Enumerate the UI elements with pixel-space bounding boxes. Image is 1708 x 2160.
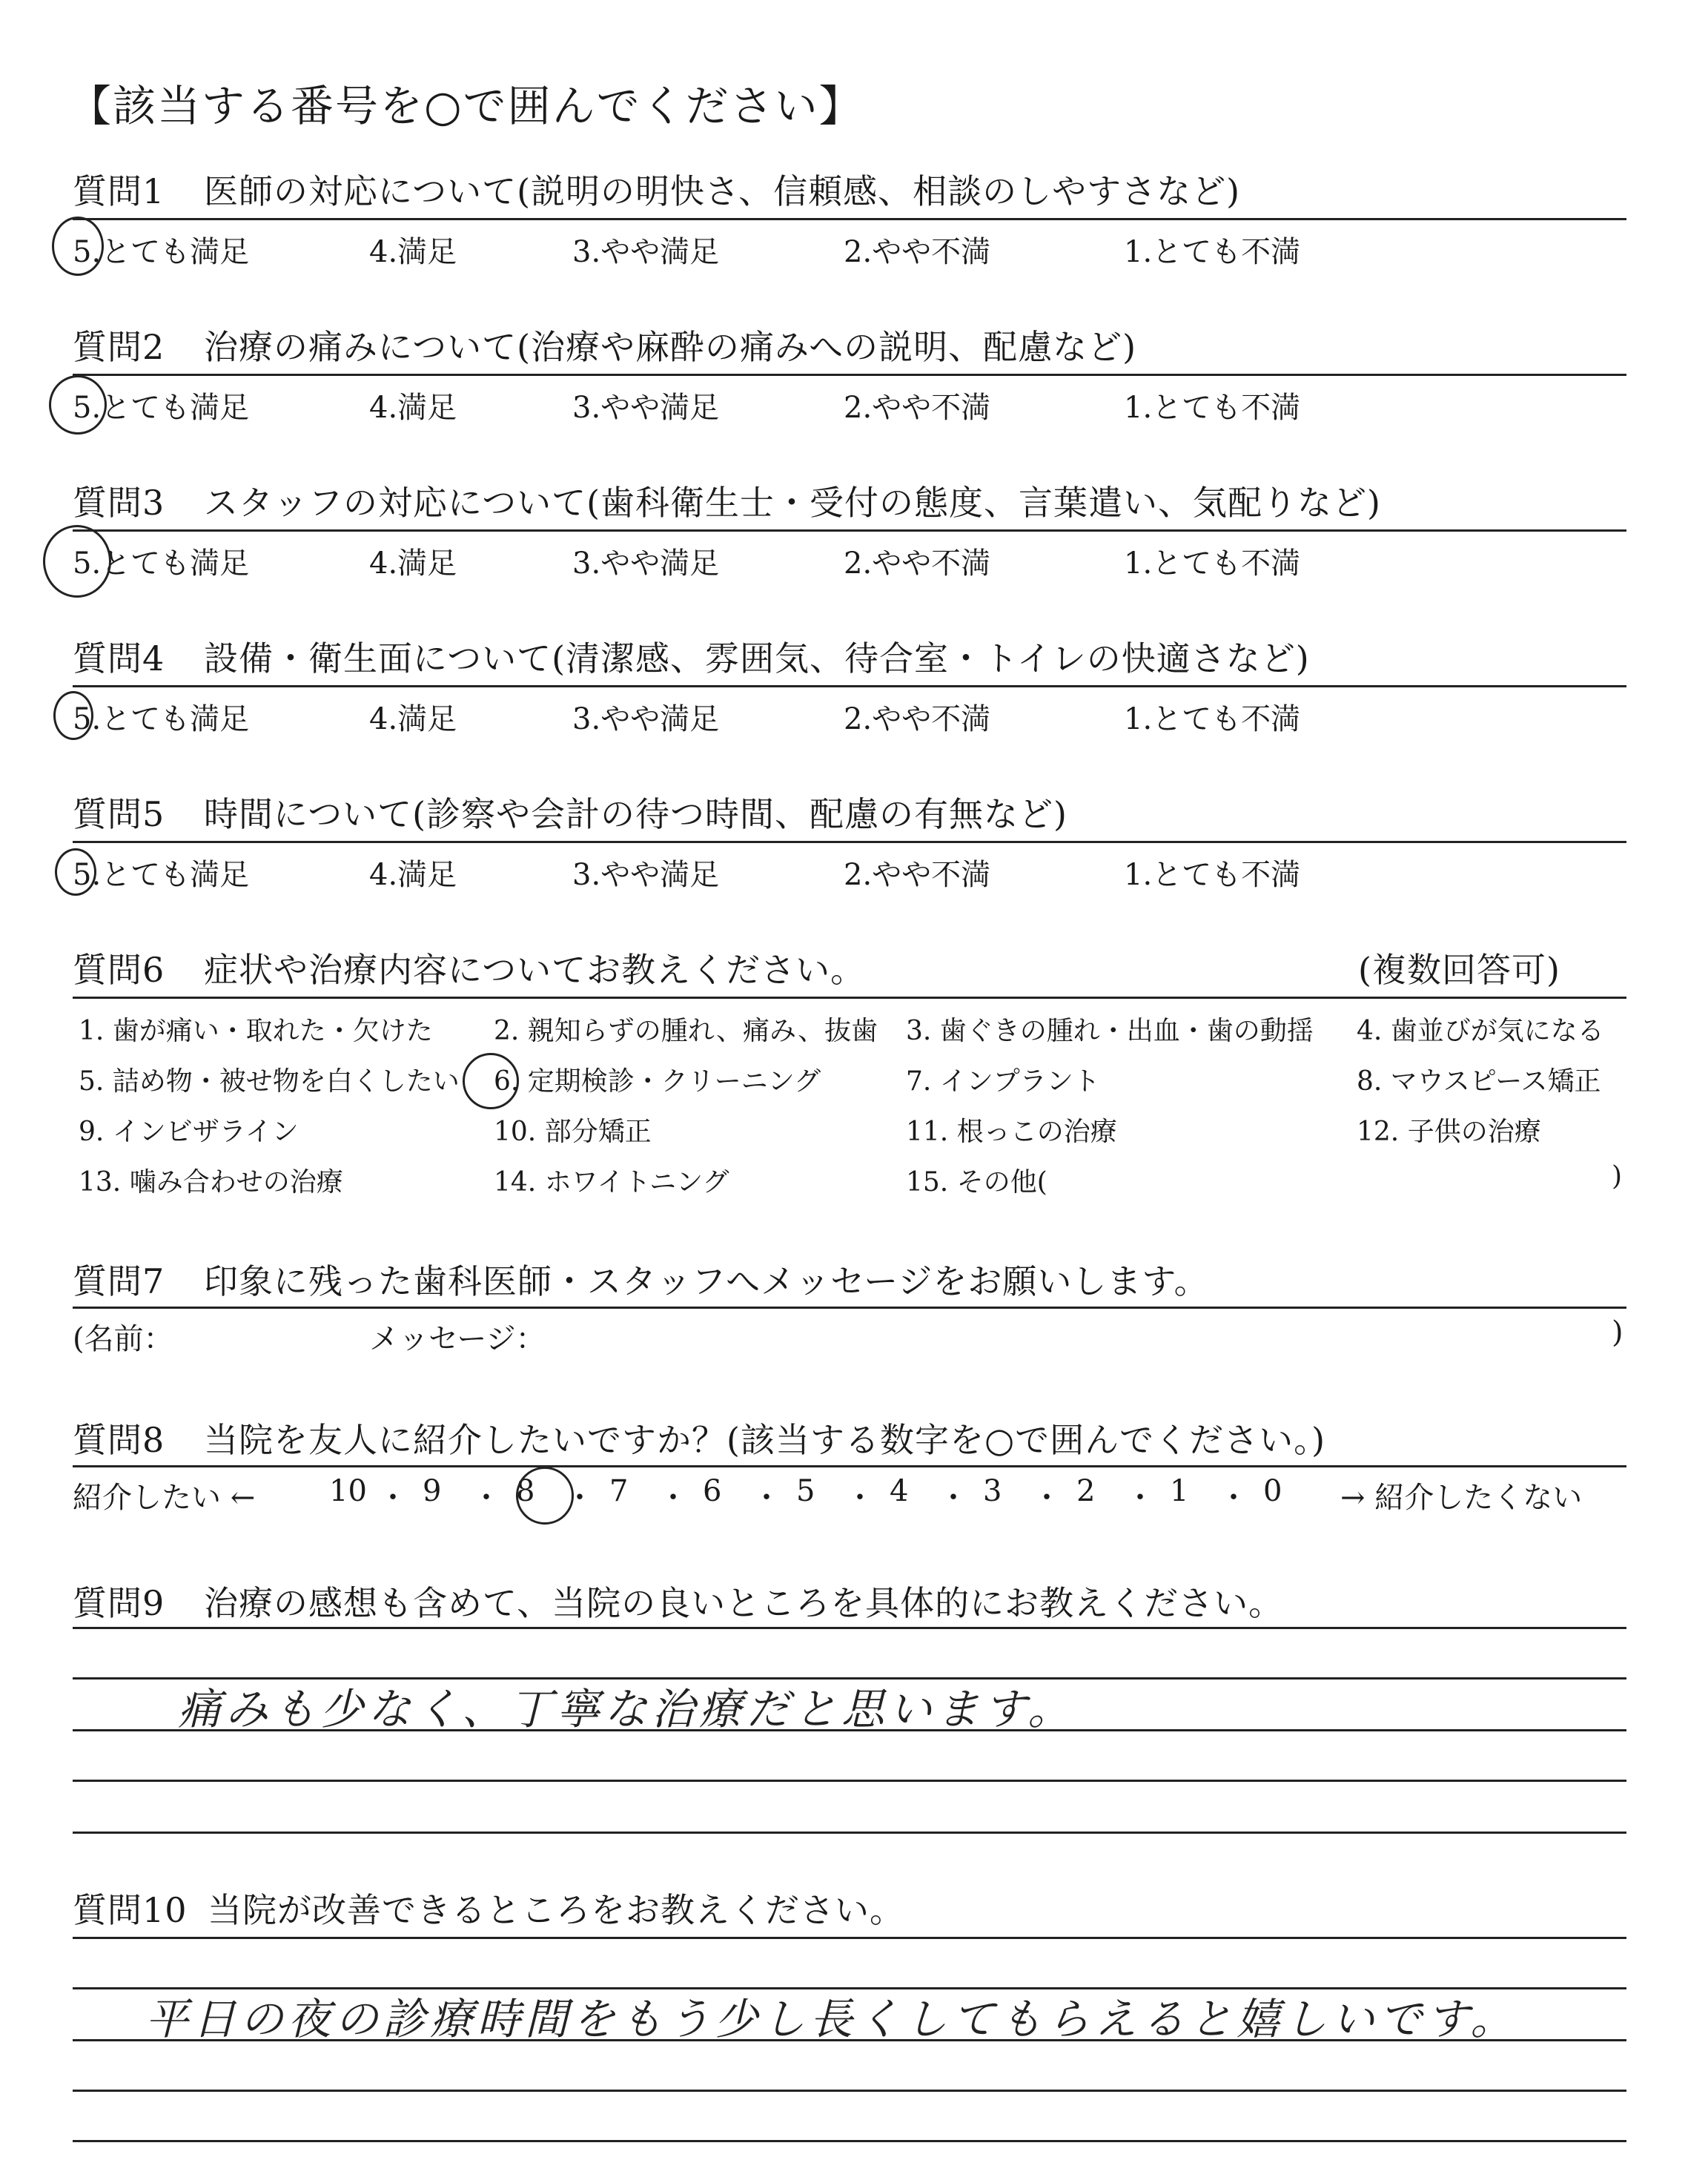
q8-scale-value-3[interactable]: 3 [983, 1474, 1002, 1508]
q5-title: 時間について(診察や会計の待つ時間、配慮の有無など) [204, 794, 1068, 834]
q6-note: (複数回答可) [1358, 950, 1560, 990]
q6-title: 症状や治療内容についてお教えください。 [204, 950, 866, 990]
q8-rule [73, 1465, 1626, 1467]
q10-rule-4 [73, 2090, 1626, 2092]
q1-option-5[interactable]: 5.とても満足 [73, 235, 250, 269]
q4-label: 質問4 [73, 638, 165, 678]
q8-scale-separator: ・ [1032, 1481, 1062, 1515]
q4-option-4[interactable]: 4.満足 [369, 702, 457, 736]
q4-option-5[interactable]: 5.とても満足 [73, 702, 250, 736]
q2-selection-circle [49, 375, 107, 435]
q6-item-4[interactable]: 4. 歯並びが気になる [1357, 1016, 1604, 1046]
q1-option-1[interactable]: 1.とても不満 [1124, 235, 1301, 269]
q8-scale-separator: ・ [752, 1481, 781, 1515]
q9-title: 治療の感想も含めて、当院の良いところを具体的にお教えください。 [204, 1583, 1284, 1623]
q8-selection-circle [516, 1467, 574, 1525]
q8-scale-value-1[interactable]: 1 [1170, 1474, 1189, 1508]
q9-rule-5 [73, 1832, 1626, 1834]
q10-rule-5 [73, 2140, 1626, 2142]
q5-selection-circle [55, 848, 96, 896]
q3-rule [73, 529, 1626, 532]
q8-scale-separator: ・ [1125, 1481, 1155, 1515]
q8-scale-value-0[interactable]: 0 [1263, 1474, 1282, 1508]
q1-option-3[interactable]: 3.やや満足 [572, 235, 720, 269]
q1-title: 医師の対応について(説明の明快さ、信頼感、相談のしやすさなど) [204, 171, 1241, 211]
q5-option-5[interactable]: 5.とても満足 [73, 858, 250, 892]
q5-option-2[interactable]: 2.やや不満 [844, 858, 991, 892]
page-title: 【該当する番号を○で囲んでください】 [68, 81, 864, 131]
q10-title: 当院が改善できるところをお教えください。 [208, 1890, 904, 1930]
q1-selection-circle [52, 217, 104, 276]
q4-option-3[interactable]: 3.やや満足 [572, 702, 720, 736]
q2-option-5[interactable]: 5.とても満足 [73, 391, 250, 425]
q6-item-6[interactable]: 6. 定期検診・クリーニング [494, 1066, 821, 1097]
q3-selection-circle [43, 525, 111, 598]
q8-scale-value-6[interactable]: 6 [703, 1474, 722, 1508]
q8-title: 当院を友人に紹介したいですか？(該当する数字を○で囲んでください。) [204, 1420, 1326, 1460]
q6-item-10[interactable]: 10. 部分矯正 [494, 1117, 652, 1147]
q7-label: 質問7 [73, 1261, 165, 1301]
q2-option-1[interactable]: 1.とても不満 [1124, 391, 1301, 425]
q4-option-2[interactable]: 2.やや不満 [844, 702, 991, 736]
q8-scale-value-5[interactable]: 5 [796, 1474, 815, 1508]
q8-scale-value-4[interactable]: 4 [890, 1474, 909, 1508]
q6-item-8[interactable]: 8. マウスピース矯正 [1357, 1066, 1601, 1097]
q2-option-2[interactable]: 2.やや不満 [844, 391, 991, 425]
q9-rule-4 [73, 1780, 1626, 1782]
q5-label: 質問5 [73, 794, 165, 834]
q10-answer: 平日の夜の診療時間をもう少し長くしてもらえると嬉しいです。 [145, 1994, 1518, 2044]
q3-option-2[interactable]: 2.やや不満 [844, 546, 991, 581]
q6-item-13[interactable]: 13. 噛み合わせの治療 [79, 1167, 343, 1198]
q5-option-3[interactable]: 3.やや満足 [572, 858, 720, 892]
q9-label: 質問9 [73, 1583, 165, 1623]
q1-label: 質問1 [73, 171, 165, 211]
q2-title: 治療の痛みについて(治療や麻酔の痛みへの説明、配慮など) [204, 327, 1137, 367]
q6-item-5[interactable]: 5. 詰め物・被せ物を白くしたい [79, 1066, 460, 1097]
q8-scale-separator: ・ [845, 1481, 875, 1515]
q6-item-15[interactable]: 15. その他( [906, 1167, 1047, 1198]
q2-label: 質問2 [73, 327, 165, 367]
q2-option-3[interactable]: 3.やや満足 [572, 391, 720, 425]
q5-rule [73, 841, 1626, 843]
q4-title: 設備・衛生面について(清潔感、雰囲気、待合室・トイレの快適さなど) [204, 638, 1310, 678]
q9-rule-1 [73, 1627, 1626, 1629]
q8-scale-value-10[interactable]: 10 [329, 1474, 367, 1508]
q8-right-label: → 紹介したくない [1340, 1481, 1583, 1515]
q4-option-1[interactable]: 1.とても不満 [1124, 702, 1301, 736]
q4-selection-circle [53, 691, 93, 740]
q1-option-2[interactable]: 2.やや不満 [844, 235, 991, 269]
q8-scale-value-8[interactable]: 8 [516, 1474, 535, 1508]
q3-option-4[interactable]: 4.満足 [369, 546, 457, 581]
q10-label: 質問10 [73, 1890, 188, 1930]
q8-scale-separator: ・ [565, 1481, 595, 1515]
q6-item-7[interactable]: 7. インプラント [906, 1066, 1100, 1097]
q6-item-2[interactable]: 2. 親知らずの腫れ、痛み、抜歯 [494, 1016, 878, 1046]
q3-title: スタッフの対応について(歯科衛生士・受付の態度、言葉遣い、気配りなど) [204, 483, 1381, 523]
q8-scale-separator: ・ [658, 1481, 688, 1515]
q6-item-14[interactable]: 14. ホワイトニング [494, 1167, 729, 1198]
q4-rule [73, 685, 1626, 687]
q10-rule-1 [73, 1937, 1626, 1939]
q7-rule [73, 1307, 1626, 1309]
q6-rule [73, 997, 1626, 999]
q8-left-label: 紹介したい ← [73, 1481, 256, 1515]
q7-message-label: メッセージ： [369, 1322, 546, 1356]
q6-item-11[interactable]: 11. 根っこの治療 [906, 1117, 1117, 1147]
q6-item-3[interactable]: 3. 歯ぐきの腫れ・出血・歯の動揺 [906, 1016, 1314, 1046]
q6-item-12[interactable]: 12. 子供の治療 [1357, 1117, 1541, 1147]
q6-selection-circle [463, 1053, 519, 1109]
q3-option-3[interactable]: 3.やや満足 [572, 546, 720, 581]
q3-option-1[interactable]: 1.とても不満 [1124, 546, 1301, 581]
q7-title: 印象に残った歯科医師・スタッフへメッセージをお願いします。 [204, 1261, 1209, 1301]
q7-close-paren: ) [1612, 1315, 1623, 1350]
q8-scale-value-7[interactable]: 7 [609, 1474, 629, 1508]
q2-rule [73, 374, 1626, 376]
q3-option-5[interactable]: 5.とても満足 [73, 546, 250, 581]
q8-scale-value-9[interactable]: 9 [423, 1474, 442, 1508]
q5-option-1[interactable]: 1.とても不満 [1124, 858, 1301, 892]
q8-scale-separator: ・ [1219, 1481, 1248, 1515]
q7-name-label: (名前： [73, 1322, 173, 1356]
q6-label: 質問6 [73, 950, 165, 990]
q8-scale-value-2[interactable]: 2 [1076, 1474, 1096, 1508]
q8-scale-separator: ・ [378, 1481, 408, 1515]
q1-option-4[interactable]: 4.満足 [369, 235, 457, 269]
q3-label: 質問3 [73, 483, 165, 523]
q6-item-9[interactable]: 9. インビザライン [79, 1117, 299, 1147]
q8-scale-separator: ・ [939, 1481, 968, 1515]
q8-label: 質問8 [73, 1420, 165, 1460]
q8-scale-separator: ・ [471, 1481, 501, 1515]
q6-item-1[interactable]: 1. 歯が痛い・取れた・欠けた [79, 1016, 433, 1046]
q5-option-4[interactable]: 4.満足 [369, 858, 457, 892]
q9-answer: 痛みも少なく、丁寧な治療だと思います。 [178, 1684, 1076, 1734]
q2-option-4[interactable]: 4.満足 [369, 391, 457, 425]
q1-rule [73, 218, 1626, 220]
q6-item-15-close: ) [1612, 1161, 1623, 1192]
